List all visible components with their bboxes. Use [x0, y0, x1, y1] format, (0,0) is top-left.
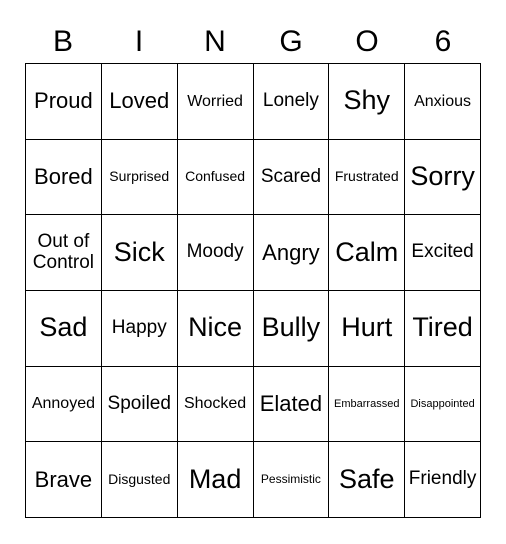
bingo-cell[interactable]: Loved: [102, 64, 178, 140]
bingo-cell[interactable]: Safe: [329, 442, 405, 518]
header-letter-6: 6: [434, 25, 452, 58]
bingo-cell[interactable]: Mad: [178, 442, 254, 518]
bingo-cell[interactable]: Elated: [254, 367, 330, 443]
header-letter-n: N: [204, 25, 226, 58]
header-letter-b: B: [52, 25, 73, 58]
bingo-cell[interactable]: Friendly: [405, 442, 481, 518]
bingo-cell[interactable]: Confused: [178, 140, 254, 216]
header-letter-i: I: [134, 25, 144, 58]
bingo-cell[interactable]: Angry: [254, 215, 330, 291]
bingo-cell[interactable]: Calm: [329, 215, 405, 291]
bingo-cell[interactable]: Frustrated: [329, 140, 405, 216]
bingo-cell[interactable]: Disgusted: [102, 442, 178, 518]
bingo-cell[interactable]: Spoiled: [102, 367, 178, 443]
bingo-cell[interactable]: Worried: [178, 64, 254, 140]
bingo-cell[interactable]: Brave: [26, 442, 102, 518]
bingo-cell[interactable]: Sad: [26, 291, 102, 367]
bingo-cell[interactable]: Shy: [329, 64, 405, 140]
bingo-cell[interactable]: Proud: [26, 64, 102, 140]
bingo-board: [25, 63, 481, 518]
bingo-cell[interactable]: Sorry: [405, 140, 481, 216]
bingo-cell[interactable]: Bully: [254, 291, 330, 367]
bingo-cell[interactable]: Out of Control: [26, 215, 102, 291]
bingo-cell[interactable]: Hurt: [329, 291, 405, 367]
bingo-cell[interactable]: Lonely: [254, 64, 330, 140]
bingo-header: [25, 22, 481, 62]
header-letter-g: G: [279, 25, 303, 58]
bingo-cell[interactable]: Disappointed: [405, 367, 481, 443]
header-letter-o: O: [355, 25, 379, 58]
bingo-cell[interactable]: Excited: [405, 215, 481, 291]
bingo-cell[interactable]: Tired: [405, 291, 481, 367]
bingo-cell[interactable]: Annoyed: [26, 367, 102, 443]
bingo-cell[interactable]: Embarrassed: [329, 367, 405, 443]
bingo-cell[interactable]: Anxious: [405, 64, 481, 140]
bingo-cell[interactable]: Scared: [254, 140, 330, 216]
bingo-cell[interactable]: Moody: [178, 215, 254, 291]
bingo-cell[interactable]: Pessimistic: [254, 442, 330, 518]
bingo-cell[interactable]: Nice: [178, 291, 254, 367]
bingo-cell[interactable]: Happy: [102, 291, 178, 367]
bingo-cell[interactable]: Bored: [26, 140, 102, 216]
bingo-cell[interactable]: Sick: [102, 215, 178, 291]
bingo-cell[interactable]: Shocked: [178, 367, 254, 443]
bingo-cell[interactable]: Surprised: [102, 140, 178, 216]
